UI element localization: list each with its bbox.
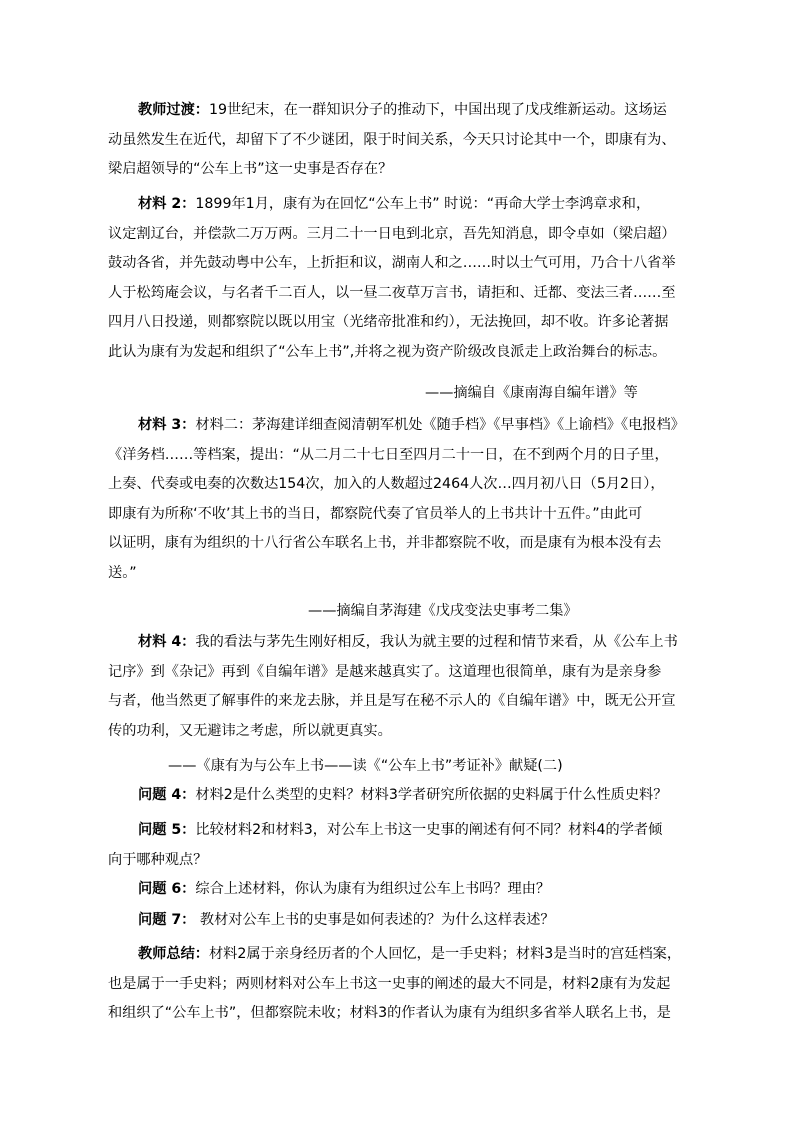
material3-line-5: 以证明，康有为组织的十八行省公车联名上书，并非都察院不收，而是康有为根本没有去 [108,535,662,551]
question-6 [108,878,690,908]
material2-line-1: 1899年1月，康有为在回忆“公车上书” 时说：“再命大学士李鸿章求和， [195,196,651,212]
intro-label: 教师过渡： [138,102,209,118]
material2-line-2: 议定割辽台，并偿款二万万两。三月二十一日电到北京，吾先知消息，即令卓如（梁启超） [108,225,676,242]
material2-paragraph [108,190,690,367]
question-4 [108,784,690,814]
material2-line-5: 四月八日投递，则都察院以既以用宝（光绪帝批准和约），无法挽回，却不收。许多论著据 [108,314,669,330]
material3-line-3: 上奏、代奏或电奏的次数达154次，加入的人数超过2464人次…四月初八日（5月2日）， [108,476,665,492]
intro-line-3: 梁启超领导的“公车上书”这一史事是否存在？ [108,161,393,177]
summary-line-1: 材料2属于亲身经历者的个人回忆，是一手史料；材料3是当时的宫廷档案， [208,946,682,962]
question-5 [108,816,690,875]
material3-line-2: 《洋务档……等档案，提出：“从二月二十七日至四月二十一日，在不到两个月的日子里， [108,446,669,463]
material3-line-4: 即康有为所称‘不收’其上书的当日，都察院代奏了官员举人的上书共计十五件。”由此可 [108,505,643,522]
question-5-label: 问题 5： [138,822,196,838]
material4-source: ——《康有为与公车上书——读《“公车上书”考证补》献疑(二) [168,758,563,774]
material2-line-4: 人于松筠庵会议，与名者千二百人，以一昼二夜草万言书，请拒和、迁都、变法三者……至 [108,284,676,301]
material3-source: ——摘编自茅海建《戊戌变法史事考二集》 [308,603,578,619]
question-4-text: 材料2是什么类型的史料？材料3学者研究所依据的史料属于什么性质史料？ [195,787,668,803]
material4-paragraph [108,628,690,746]
material3-line-1: 材料二：茅海建详细查阅清朝军机处《随手档》《早事档》《上谕档》《电报档》 [195,417,685,433]
question-6-label: 问题 6： [138,881,196,897]
question-7-text: 教材对公车上书的史事是如何表述的？为什么这样表述？ [195,912,555,928]
intro-line-1: 19世纪末，在一群知识分子的推动下，中国出现了戊戌维新运动。这场运 [208,102,667,118]
question-7-label: 问题 7： [138,912,196,928]
question-5-text: 比较材料2和材料3，对公车上书这一史事的阐述有何不同？材料4的学者倾 [195,822,663,838]
question-5-line-2: 向于哪种观点？ [108,851,208,868]
question-6-text: 综合上述材料，你认为康有为组织过公车上书吗？理由？ [195,881,551,897]
material4-line-2: 记序》到《杂记》再到《自编年谱》是越来越真实了。这道理也很简单，康有为是亲身参 [108,663,662,680]
question-7 [108,909,690,939]
intro-line-2: 动虽然发生在近代，却留下了不少谜团，限于时间关系，今天只讨论其中一个，即康有为、 [108,131,676,148]
question-4-label: 问题 4： [138,787,196,803]
material4-label: 材料 4： [138,634,196,650]
summary-line-3: 和组织了“公车上书”，但都察院未收；材料3的作者认为康有为组织多省举人联名上书，是 [108,1005,671,1021]
material3-line-6: 送。” [108,564,137,581]
material2-line-3: 鼓动各省，并先鼓动粤中公车，上折拒和议，湖南人和之……时以士气可用，乃合十八省举 [108,255,676,271]
material4-line-4: 传的功利，又无避讳之考虑，所以就更真实。 [108,722,392,739]
intro-paragraph [108,96,690,185]
summary-paragraph [108,940,690,1029]
summary-label: 教师总结： [138,946,209,962]
material3-paragraph [108,411,690,588]
material4-line-3: 与者，他当然更了解事件的来龙去脉，并且是写在秘不示人的《自编年谱》中，既无公开宣 [108,693,676,709]
material2-label: 材料 2： [138,196,196,212]
material2-line-6: 此认为康有为发起和组织了“公车上书”,并将之视为资产阶级改良派走上政治舞台的标志。 [108,343,667,360]
material2-source: ——摘编自《康南海自编年谱》等 [425,385,638,401]
material3-label: 材料 3： [138,417,196,433]
material4-line-1: 我的看法与茅先生刚好相反，我认为就主要的过程和情节来看，从《公车上书 [195,634,678,650]
summary-line-2: 也是属于一手史料；两则材料对公车上书这一史事的阐述的最大不同是，材料2康有为发起 [108,975,671,992]
